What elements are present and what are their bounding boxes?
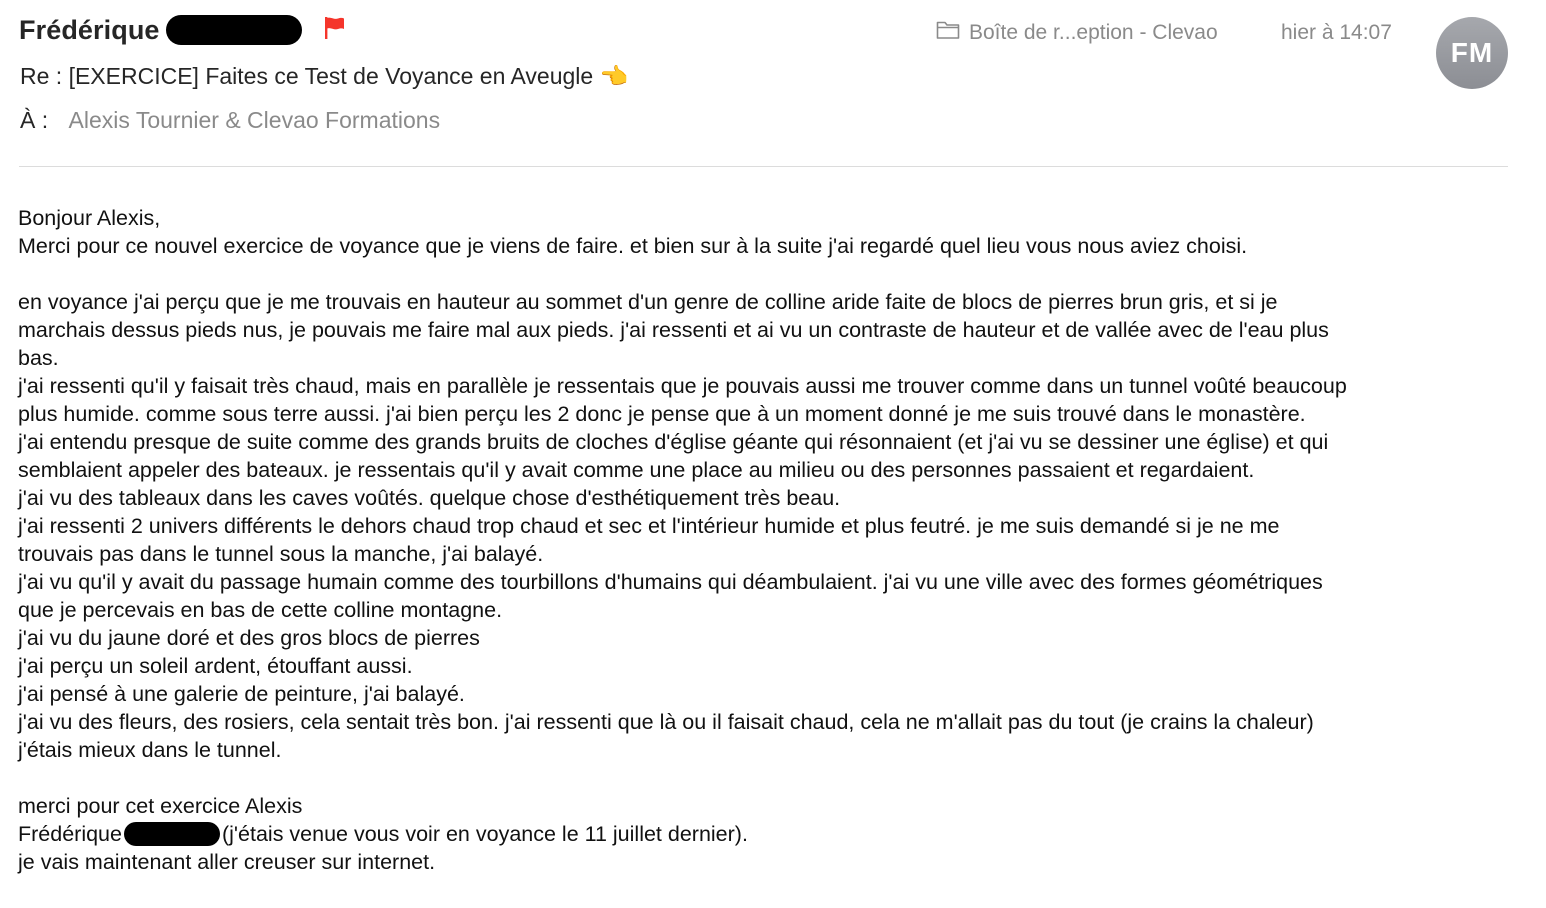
body-line: j'ai ressenti qu'il y faisait très chaud, mais en parallèle je ressentais que je pouvais aussi me trouver comme dans un tunnel voûté beaucoup [18, 374, 1347, 398]
blank-line [18, 764, 1518, 792]
avatar-initials: FM [1450, 37, 1494, 68]
blank-line [18, 260, 1518, 288]
body-line: plus humide. comme sous terre aussi. j'ai bien perçu les 2 donc je pense que à un moment donné je me suis trouvé dans le monastère. [18, 402, 1306, 426]
mailbox-name: Boîte de r...eption - Clevao [969, 21, 1218, 44]
body-line: j'ai ressenti 2 univers différents le dehors chaud trop chaud et sec et l'intérieur humide et plus feutré. je me suis demandé si je ne me [18, 514, 1280, 538]
signature-rest: (j'étais venue vous voir en voyance le 11 juillet dernier). [221, 822, 748, 846]
sender-row [19, 12, 346, 48]
redacted-signature-surname [124, 822, 220, 846]
received-date: hier à 14:07 [1281, 21, 1392, 44]
body-line: j'ai entendu presque de suite comme des grands bruits de cloches d'église géante qui résonnaient (et j'ai vu se dessiner une église) et qui [18, 430, 1329, 454]
body-line: j'ai vu qu'il y avait du passage humain comme des tourbillons d'humains qui déambulaient. j'ai vu une ville avec des formes géométriques [18, 570, 1323, 594]
thanks-line: merci pour cet exercice Alexis [18, 794, 303, 818]
avatar[interactable] [1436, 17, 1508, 89]
closing-line: je vais maintenant aller creuser sur internet. [18, 850, 436, 874]
email-subject: Re : [EXERCICE] Faites ce Test de Voyance en Aveugle 👈 [20, 63, 629, 89]
recipients-row [20, 104, 440, 136]
header-divider [19, 166, 1508, 167]
body-line: bas. [18, 346, 59, 370]
body-line: en voyance j'ai perçu que je me trouvais en hauteur au sommet d'un genre de colline aride faite de blocs de pierres brun gris, et si je [18, 290, 1278, 314]
to-label: À : [20, 107, 49, 133]
flag-icon[interactable] [302, 16, 346, 45]
body-line: trouvais pas dans le tunnel sous la manche, j'ai balayé. [18, 542, 544, 566]
body-line: j'ai pensé à une galerie de peinture, j'ai balayé. [18, 682, 465, 706]
folder-icon [936, 20, 969, 46]
body-line: marchais dessus pieds nus, je pouvais me faire mal aux pieds. j'ai ressenti et ai vu un contraste de hauteur et de vallée avec de l'eau plus [18, 318, 1329, 342]
body-line: j'ai vu du jaune doré et des gros blocs de pierres [18, 626, 480, 650]
body-line: j'étais mieux dans le tunnel. [18, 738, 282, 762]
signature-line [18, 820, 1518, 848]
mailbox-label[interactable] [936, 18, 1218, 48]
body-line: que je percevais en bas de cette colline montagne. [18, 598, 503, 622]
body-line: j'ai vu des fleurs, des rosiers, cela sentait très bon. j'ai ressenti que là ou il faisait chaud, cela ne m'allait pas du tout (je crains la chaleur) [18, 710, 1314, 734]
body-line: semblaient appeler des bateaux. je ressentais qu'il y avait comme une place au milieu ou des personnes passaient et regardaient. [18, 458, 1255, 482]
greeting: Bonjour Alexis, [18, 206, 161, 230]
body-line: j'ai perçu un soleil ardent, étouffant aussi. [18, 654, 413, 678]
recipients[interactable]: Alexis Tournier & Clevao Formations [68, 107, 441, 133]
intro-line: Merci pour ce nouvel exercice de voyance que je viens de faire. et bien sur à la suite j'ai regardé quel lieu vous nous aviez choisi. [18, 234, 1248, 258]
redacted-surname [166, 15, 302, 45]
body-line: j'ai vu des tableaux dans les caves voûtés. quelque chose d'esthétiquement très beau. [18, 486, 841, 510]
email-body [18, 204, 1518, 876]
sender-name[interactable]: Frédérique [19, 14, 160, 45]
signature-name: Frédérique [18, 822, 122, 846]
